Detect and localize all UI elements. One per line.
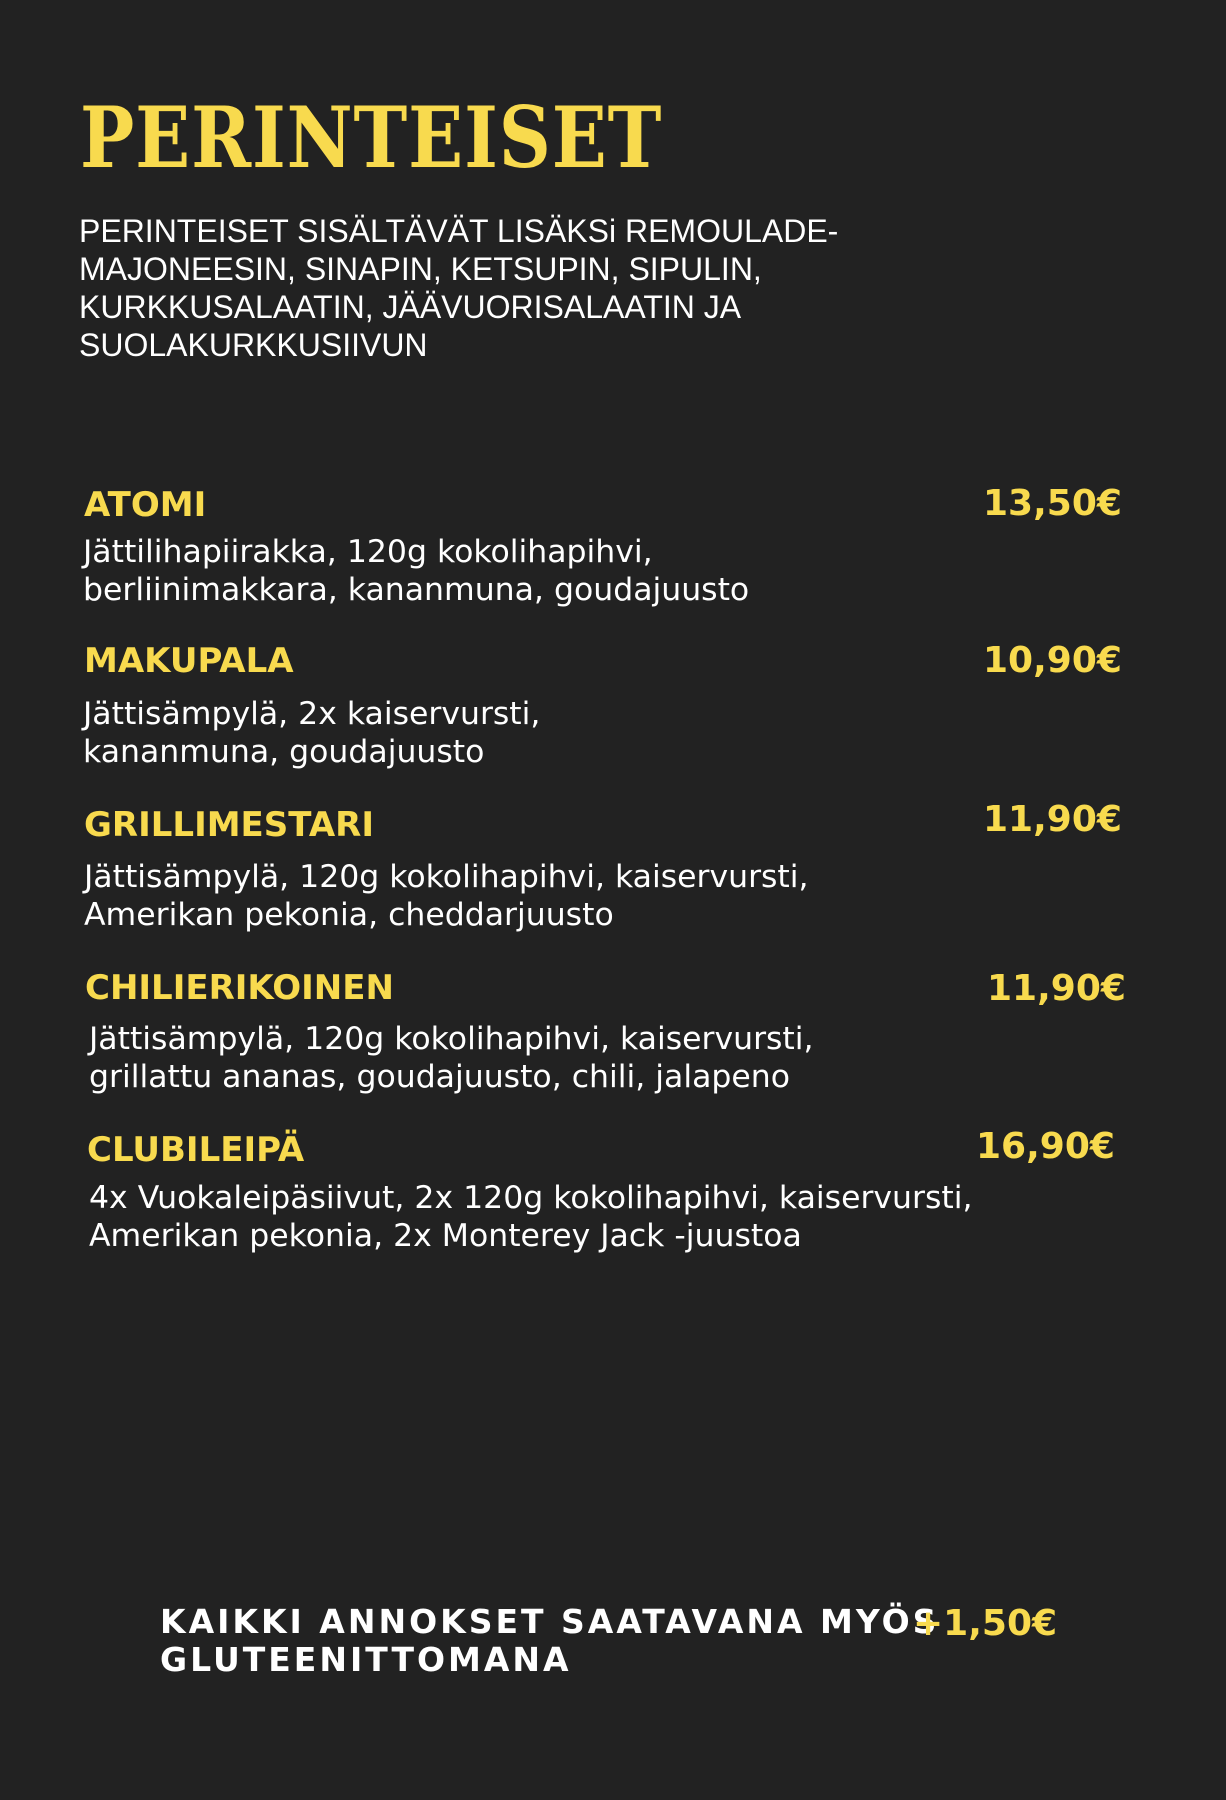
item-description-line: Amerikan pekonia, 2x Monterey Jack -juustoa <box>89 1218 802 1254</box>
item-price: 10,90€ <box>983 640 1122 681</box>
item-description-line: grillattu ananas, goudajuusto, chili, jalapeno <box>89 1059 791 1095</box>
gluten-free-price: +1,50€ <box>913 1603 1058 1644</box>
item-description-line: kananmuna, goudajuusto <box>83 734 485 770</box>
item-price: 16,90€ <box>976 1126 1115 1167</box>
menu-intro <box>79 212 979 364</box>
gluten-free-text-line: KAIKKI ANNOKSET SAATAVANA MYÖS <box>160 1602 940 1641</box>
intro-line: PERINTEISET SISÄLTÄVÄT LISÄKSi REMOULADE- <box>79 213 839 249</box>
item-price: 11,90€ <box>983 799 1122 840</box>
item-description-line: Jättisämpylä, 120g kokolihapihvi, kaiservursti, <box>89 1021 814 1057</box>
item-description <box>83 695 540 771</box>
item-description <box>84 858 809 934</box>
item-name: GRILLIMESTARI <box>84 805 374 845</box>
intro-line: MAJONEESIN, SINAPIN, KETSUPIN, SIPULIN, <box>79 251 762 287</box>
item-name: CHILIERIKOINEN <box>85 968 394 1008</box>
item-name: CLUBILEIPÄ <box>87 1130 305 1170</box>
item-description <box>89 1020 814 1096</box>
item-description-line: Jättisämpylä, 2x kaiservursti, <box>83 696 541 732</box>
intro-line: KURKKUSALAATIN, JÄÄVUORISALAATIN JA <box>79 289 742 325</box>
menu-title: PERINTEISET <box>80 88 663 187</box>
item-price: 13,50€ <box>983 483 1122 524</box>
item-description-line: Jättilihapiirakka, 120g kokolihapihvi, <box>83 534 653 570</box>
item-description <box>83 533 749 609</box>
item-name: ATOMI <box>84 485 207 525</box>
gluten-free-text <box>160 1603 939 1679</box>
item-description-line: berliinimakkara, kananmuna, goudajuusto <box>83 572 750 608</box>
item-description-line: Jättisämpylä, 120g kokolihapihvi, kaiservursti, <box>84 859 809 895</box>
item-description <box>89 1179 973 1255</box>
item-description-line: Amerikan pekonia, cheddarjuusto <box>84 897 614 933</box>
item-description-line: 4x Vuokaleipäsiivut, 2x 120g kokolihapihvi, kaiservursti, <box>89 1180 973 1216</box>
intro-line: SUOLAKURKKUSIIVUN <box>79 327 428 363</box>
gluten-free-text-line: GLUTEENITTOMANA <box>160 1640 572 1679</box>
item-name: MAKUPALA <box>84 641 294 681</box>
item-price: 11,90€ <box>987 968 1126 1009</box>
